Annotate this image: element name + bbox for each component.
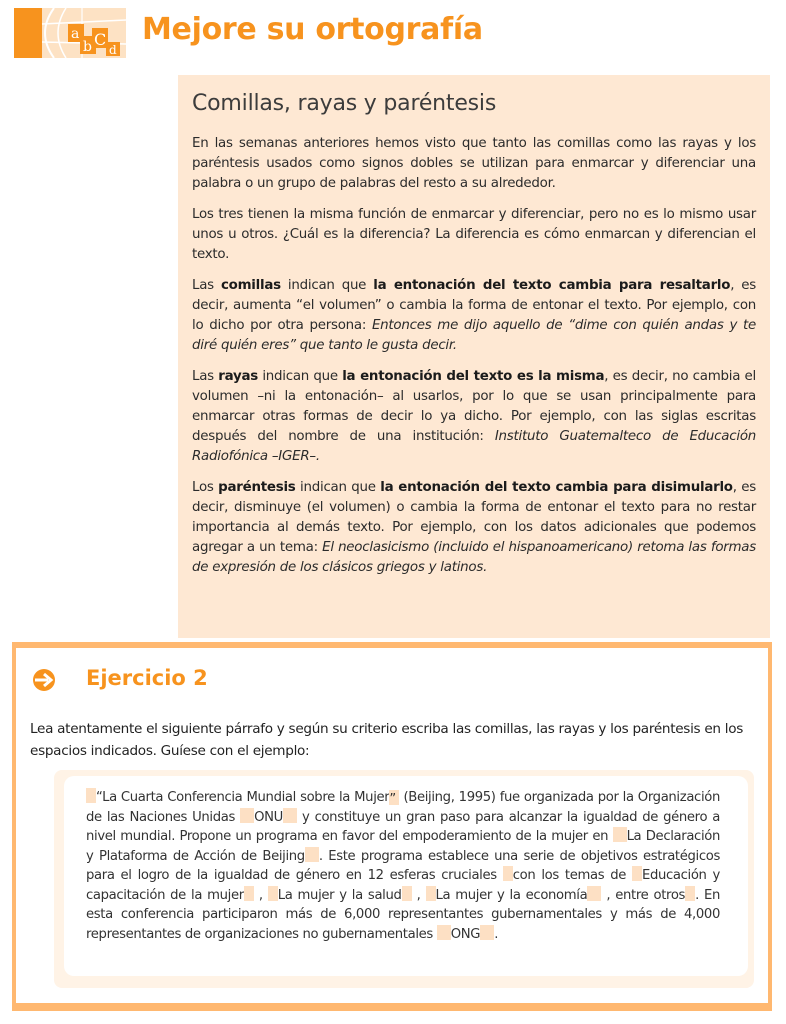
blank-input[interactable] (480, 925, 494, 940)
text: , es decir, no cambia el volumen –ni la entonación– al usarlos, por lo que se usan principalmente para enmarcar otras formas de decir lo ya dicho. Por ejemplo, con las siglas escritas después del nombre de una institución: (192, 369, 756, 444)
blank-input[interactable] (402, 886, 412, 901)
example-close-quote: ” (389, 792, 396, 807)
blank-input[interactable] (240, 808, 254, 823)
svg-text:a: a (71, 26, 80, 42)
passage-card (64, 776, 748, 976)
text: . (494, 926, 499, 942)
example: Entonces me dijo aquello de “dime con quién andas y te diré quién eres” que tanto le gusta decir. (192, 318, 756, 353)
text: Las (192, 369, 219, 384)
passage-frame (54, 770, 754, 988)
term-rayas: rayas (218, 369, 258, 384)
text: , (253, 887, 268, 903)
text: ONG (450, 926, 481, 942)
text: La Declaración y Plataforma de Acción de Beijing (86, 829, 721, 864)
svg-text:b: b (83, 39, 92, 55)
blank-input[interactable] (426, 886, 436, 901)
text: Los (192, 480, 219, 495)
page-title: Mejore su ortografía (142, 12, 483, 47)
theory-heading: Comillas, rayas y paréntesis (192, 91, 497, 116)
blank-open-quote[interactable] (86, 788, 96, 803)
exercise-box (12, 642, 772, 1007)
blank-input[interactable] (632, 866, 642, 881)
text: La Cuarta Conferencia Mundial sobre la Mujer (102, 790, 390, 805)
theory-paragraph-rayas (192, 367, 756, 467)
svg-text:d: d (109, 43, 117, 57)
text: Las (192, 278, 221, 293)
key-phrase: la entonación del texto es la misma (342, 369, 605, 384)
text: , (411, 887, 426, 903)
theory-paragraph-1: En las semanas anteriores hemos visto que tanto las comillas como las rayas y los paréntesis usados como signos dobles se utilizan para enmarcar y diferenciar una palabra o un grupo de palabras del resto a su alrededor. (192, 136, 756, 191)
term-parentesis: paréntesis (218, 480, 296, 495)
example: Instituto Guatemalteco de Educación Radiofónica –IGER–. (192, 429, 756, 464)
exercise-instructions: Lea atentamente el siguiente párrafo y según su criterio escriba las comillas, las rayas y los paréntesis en los espacios indicados. Guíese con el ejemplo: (30, 721, 744, 759)
key-phrase: la entonación del texto cambia para disimularlo (380, 480, 733, 495)
text: Educación y capacitación de la mujer (86, 868, 720, 903)
blank-input[interactable] (305, 847, 319, 862)
theory-panel (178, 75, 770, 638)
text: (Beijing, 1995) fue organizada por la Organización de las Naciones Unidas (86, 790, 720, 825)
example-open-quote: “ (96, 790, 103, 805)
key-phrase: la entonación del texto cambia para resaltarlo (373, 278, 731, 293)
text: La mujer y la economía (435, 887, 588, 903)
theory-paragraph-parentesis (192, 478, 756, 578)
text: indican que (295, 480, 381, 495)
example: El neoclasicismo (incluido el hispanoamericano) retoma las formas de expresión de los clásicos griegos y latinos. (192, 540, 756, 575)
arrow-right-circle-icon (32, 668, 56, 692)
page-header (14, 8, 484, 58)
text: ONU (254, 809, 283, 825)
text: . Este programa establece una serie de objetivos estratégicos para el logro de la igualdad de género en 12 esferas cruciales (86, 848, 720, 883)
blank-input[interactable] (283, 808, 297, 823)
text: , es decir, aumenta “el volumen” o cambia la forma de entonar el texto. Por ejemplo, con lo dicho por otra persona: (192, 278, 757, 333)
blank-input[interactable] (613, 827, 627, 842)
blank-close-quote[interactable] (389, 790, 399, 805)
exercise-title: Ejercicio 2 (86, 666, 208, 690)
blank-input[interactable] (437, 925, 451, 940)
text: , es decir, disminuye (el volumen) o cambia la forma de entonar el texto para no restar importancia al demás texto. Por ejemplo, con los datos adicionales que podemos agregar a un tema: (192, 480, 756, 555)
blank-input[interactable] (268, 886, 278, 901)
exercise-passage (86, 788, 720, 944)
blank-input[interactable] (244, 886, 254, 901)
svg-text:C: C (94, 30, 107, 49)
abcd-logo-icon (14, 8, 126, 58)
text: La mujer y la salud (277, 887, 402, 903)
theory-paragraph-2: Los tres tienen la misma función de enmarcar y diferenciar, pero no es lo mismo usar unos u otros. ¿Cuál es la diferencia? La diferencia es cómo enmarcan y diferencian el texto. (192, 207, 756, 262)
term-comillas: comillas (220, 278, 281, 293)
blank-input[interactable] (587, 886, 601, 901)
text: , entre otros (601, 887, 686, 903)
blank-input[interactable] (503, 866, 513, 881)
text: . En esta conferencia participaron más de 6,000 representantes gubernamentales y más de 4,000 representantes de organizaciones no gubernamentales (86, 887, 720, 942)
blank-input[interactable] (685, 886, 695, 901)
text: y constituye un gran paso para alcanzar la igualdad de género a nivel mundial. Propone un programa en favor del empoderamiento de la mujer en (86, 809, 720, 844)
text: con los temas de (512, 868, 632, 883)
theory-paragraph-comillas (192, 276, 756, 356)
text: indican que (280, 278, 374, 293)
text: indican que (257, 369, 343, 384)
